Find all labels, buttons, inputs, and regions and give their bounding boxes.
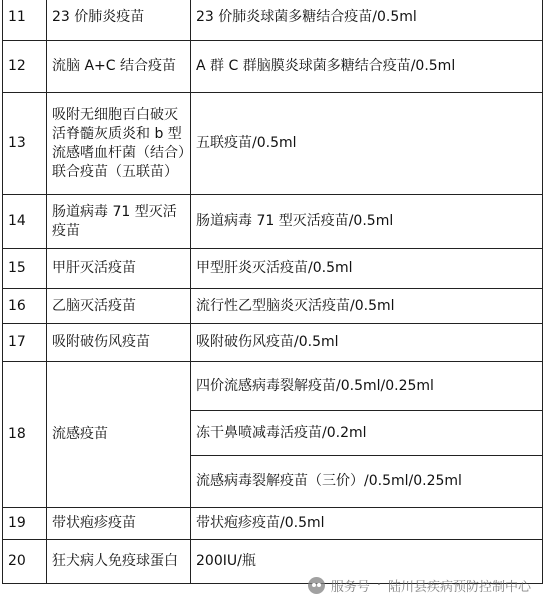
row-number: 18	[3, 362, 47, 508]
table-row	[3, 362, 543, 411]
vaccine-name: 23 价肺炎疫苗	[47, 0, 191, 41]
row-number: 19	[3, 508, 47, 540]
table-row	[3, 249, 543, 289]
vaccine-name: 乙脑灭活疫苗	[47, 289, 191, 324]
vaccine-name: 带状疱疹疫苗	[47, 508, 191, 540]
vaccine-spec: 流行性乙型脑炎灭活疫苗/0.5ml	[191, 289, 543, 324]
chat-bubble-icon	[308, 577, 325, 594]
table-row	[3, 289, 543, 324]
row-number: 11	[3, 0, 47, 41]
row-number: 20	[3, 540, 47, 584]
table-row	[3, 195, 543, 249]
vaccine-spec: 甲型肝炎灭活疫苗/0.5ml	[191, 249, 543, 289]
vaccine-spec: A 群 C 群脑膜炎球菌多糖结合疫苗/0.5ml	[191, 41, 543, 93]
vaccine-name: 肠道病毒 71 型灭活疫苗	[47, 195, 191, 249]
row-number: 16	[3, 289, 47, 324]
vaccine-spec: 带状疱疹疫苗/0.5ml	[191, 508, 543, 540]
table-row	[3, 41, 543, 93]
vaccine-spec: 23 价肺炎球菌多糖结合疫苗/0.5ml	[191, 0, 543, 41]
table-row	[3, 0, 543, 41]
vaccine-spec: 200IU/瓶	[191, 540, 543, 584]
table-row	[3, 324, 543, 362]
row-number: 12	[3, 41, 47, 93]
vaccine-name: 流感疫苗	[47, 362, 191, 508]
vaccine-name: 甲肝灭活疫苗	[47, 249, 191, 289]
vaccine-spec: 冻干鼻喷减毒活疫苗/0.2ml	[191, 411, 543, 456]
vaccine-spec: 五联疫苗/0.5ml	[191, 93, 543, 195]
vaccine-spec: 四价流感病毒裂解疫苗/0.5ml/0.25ml	[191, 362, 543, 411]
watermark-prefix: 服务号	[330, 580, 370, 595]
vaccine-spec: 吸附破伤风疫苗/0.5ml	[191, 324, 543, 362]
watermark-account: 陆川县疾病预防控制中心	[387, 580, 531, 595]
table-row	[3, 93, 543, 195]
vaccine-spec: 流感病毒裂解疫苗（三价）/0.5ml/0.25ml	[191, 456, 543, 508]
watermark	[308, 576, 531, 595]
vaccine-name: 吸附破伤风疫苗	[47, 324, 191, 362]
vaccine-name: 流脑 A+C 结合疫苗	[47, 41, 191, 93]
vaccine-name: 吸附无细胞百白破灭活脊髓灰质炎和 b 型流感嗜血杆菌（结合）联合疫苗（五联苗）	[47, 93, 191, 195]
vaccine-spec: 肠道病毒 71 型灭活疫苗/0.5ml	[191, 195, 543, 249]
row-number: 13	[3, 93, 47, 195]
row-number: 14	[3, 195, 47, 249]
vaccine-table	[2, 0, 543, 584]
watermark-separator: ·	[376, 578, 381, 593]
row-number: 15	[3, 249, 47, 289]
table-row	[3, 508, 543, 540]
row-number: 17	[3, 324, 47, 362]
vaccine-name: 狂犬病人免疫球蛋白	[47, 540, 191, 584]
